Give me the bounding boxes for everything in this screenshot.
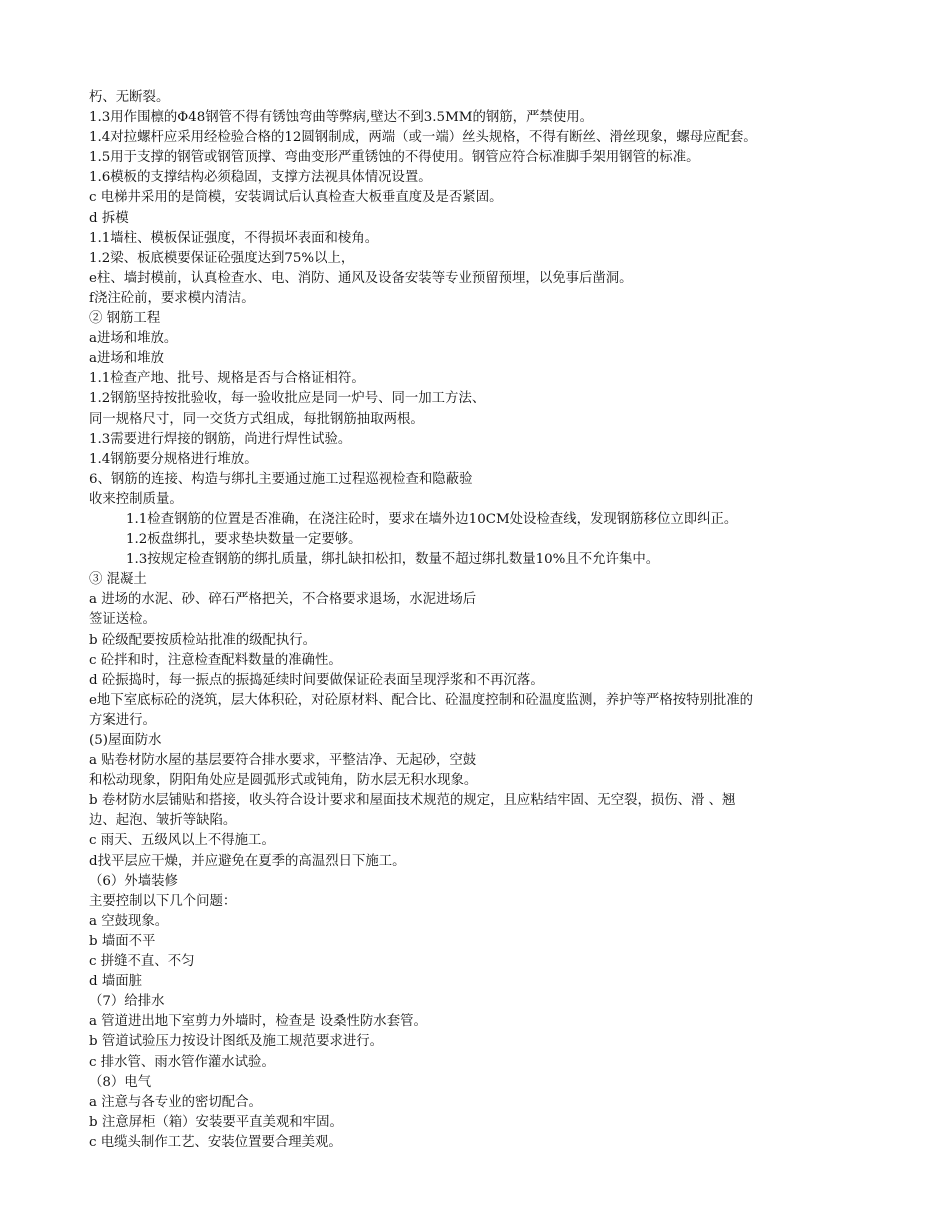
text-line: （8）电气 — [89, 1074, 152, 1090]
text-line: c 电缆头制作工艺、安装位置要合理美观。 — [89, 1134, 342, 1150]
text-line: a进场和堆放。 — [89, 331, 178, 347]
text-line: b 砼级配要按质检站批准的级配执行。 — [89, 632, 317, 648]
text-line: a 注意与各专业的密切配合。 — [89, 1094, 262, 1110]
text-line: 1.2板盘绑扎，要求垫块数量一定要够。 — [126, 532, 362, 548]
text-line: e柱、墙封模前，认真检查水、电、消防、通风及设备安装等专业预留预埋，以免事后凿洞。 — [89, 270, 633, 286]
text-line: c 排水管、雨水管作灌水试验。 — [89, 1054, 275, 1070]
text-line: （6）外墙装修 — [89, 873, 178, 889]
text-line: 收来控制质量。 — [89, 491, 183, 507]
text-line: c 拼缝不直、不匀 — [89, 954, 195, 970]
text-line: 主要控制以下几个问题： — [89, 893, 237, 909]
text-line: 1.1检查产地、批号、规格是否与合格证相符。 — [89, 371, 365, 387]
text-line: b 注意屏柜（箱）安装要平直美观和牢固。 — [89, 1114, 343, 1130]
text-line: 方案进行。 — [89, 712, 156, 728]
text-line: 朽、无断裂。 — [89, 90, 170, 105]
text-line: 1.1墙柱、模板保证强度，不得损坏表面和棱角。 — [89, 230, 379, 246]
text-line: 边、起泡、皱折等缺陷。 — [89, 813, 237, 829]
text-line: f浇注砼前，要求模内清洁。 — [89, 290, 255, 306]
text-line: d 墙面脏 — [89, 974, 142, 990]
text-line: 1.3用作围檩的Φ48钢管不得有锈蚀弯曲等弊病,壁达不到3.5MM的钢筋，严禁使用。 — [89, 110, 594, 126]
text-line: 1.6模板的支撑结构必须稳固，支撑方法视具体情况设置。 — [89, 170, 432, 186]
text-line: d 拆模 — [89, 210, 129, 226]
text-line: a 空鼓现象。 — [89, 913, 169, 929]
text-line: 1.5用于支撑的钢管或钢管顶撑、弯曲变形严重锈蚀的不得使用。钢管应符合标准脚手架用钢管的标准。 — [89, 150, 700, 166]
text-line: a进场和堆放 — [89, 351, 164, 367]
text-line: a 管道进出地下室剪力外墙时，检查是 设桑性防水套管。 — [89, 1014, 427, 1030]
text-line: d 砼振捣时，每一振点的振捣延续时间要做保证砼表面呈现浮浆和不再沉落。 — [89, 672, 544, 688]
text-line: 1.3按规定检查钢筋的绑扎质量，绑扎缺扣松扣，数量不超过绑扎数量10%且不允许集中。 — [126, 552, 660, 568]
text-line: c 电梯井采用的是筒模，安装调试后认真检查大板垂直度及是否紧固。 — [89, 190, 503, 206]
text-line: a 进场的水泥、砂、碎石严格把关，不合格要求退场，水泥进场后 — [89, 592, 477, 608]
text-line: 1.2梁、板底模要保证砼强度达到75%以上， — [89, 250, 355, 266]
text-line: 1.1检查钢筋的位置是否准确，在浇注砼时，要求在墙外边10CM处设检查线，发现钢筋移位立即纠正。 — [126, 511, 738, 527]
text-line: 签证送检。 — [89, 612, 156, 628]
text-line: ③ 混凝土 — [89, 572, 147, 588]
text-line: b 管道试验压力按设计图纸及施工规范要求进行。 — [89, 1034, 384, 1050]
text-line: (5)屋面防水 — [89, 733, 162, 748]
text-line: 1.4对拉螺杆应采用经检验合格的12圆钢制成，两端（或一端）丝头规格，不得有断丝、滑丝现象，螺母应配套。 — [89, 130, 757, 146]
text-line: （7）给排水 — [89, 994, 165, 1010]
text-line: 1.4钢筋要分规格进行堆放。 — [89, 451, 258, 467]
text-line: 同一规格尺寸，同一交货方式组成，每批钢筋抽取两根。 — [89, 411, 424, 427]
document-body — [89, 88, 909, 1153]
text-line: c 雨天、五级风以上不得施工。 — [89, 833, 275, 849]
text-line: ② 钢筋工程 — [89, 311, 161, 327]
text-line: 1.3需要进行焊接的钢筋，尚进行焊性试验。 — [89, 431, 352, 447]
text-line: 6、钢筋的连接、构造与绑扎主要通过施工过程巡视检查和隐蔽验 — [89, 471, 473, 487]
text-line: a 贴卷材防水屋的基层要符合排水要求，平整洁净、无起砂，空鼓 — [89, 753, 477, 769]
text-line: 和松动现象，阴阳角处应是圆弧形式或钝角，防水层无积水现象。 — [89, 773, 478, 789]
text-line: 1.2钢筋坚持按批验收，每一验收批应是同一炉号、同一加工方法、 — [89, 391, 486, 407]
text-line: b 墙面不平 — [89, 933, 156, 949]
text-line: e地下室底标砼的浇筑，层大体积砼，对砼原材料、配合比、砼温度控制和砼温度监测，养护等严格按特别批准的 — [89, 692, 754, 708]
text-line: b 卷材防水层铺贴和搭接，收头符合设计要求和屋面技术规范的规定，且应粘结牢固、无空裂，损伤、滑 、翘 — [89, 793, 736, 809]
text-line: d找平层应干燥，并应避免在夏季的高温烈日下施工。 — [89, 853, 406, 869]
text-line: c 砼拌和时，注意检查配料数量的准确性。 — [89, 652, 342, 668]
